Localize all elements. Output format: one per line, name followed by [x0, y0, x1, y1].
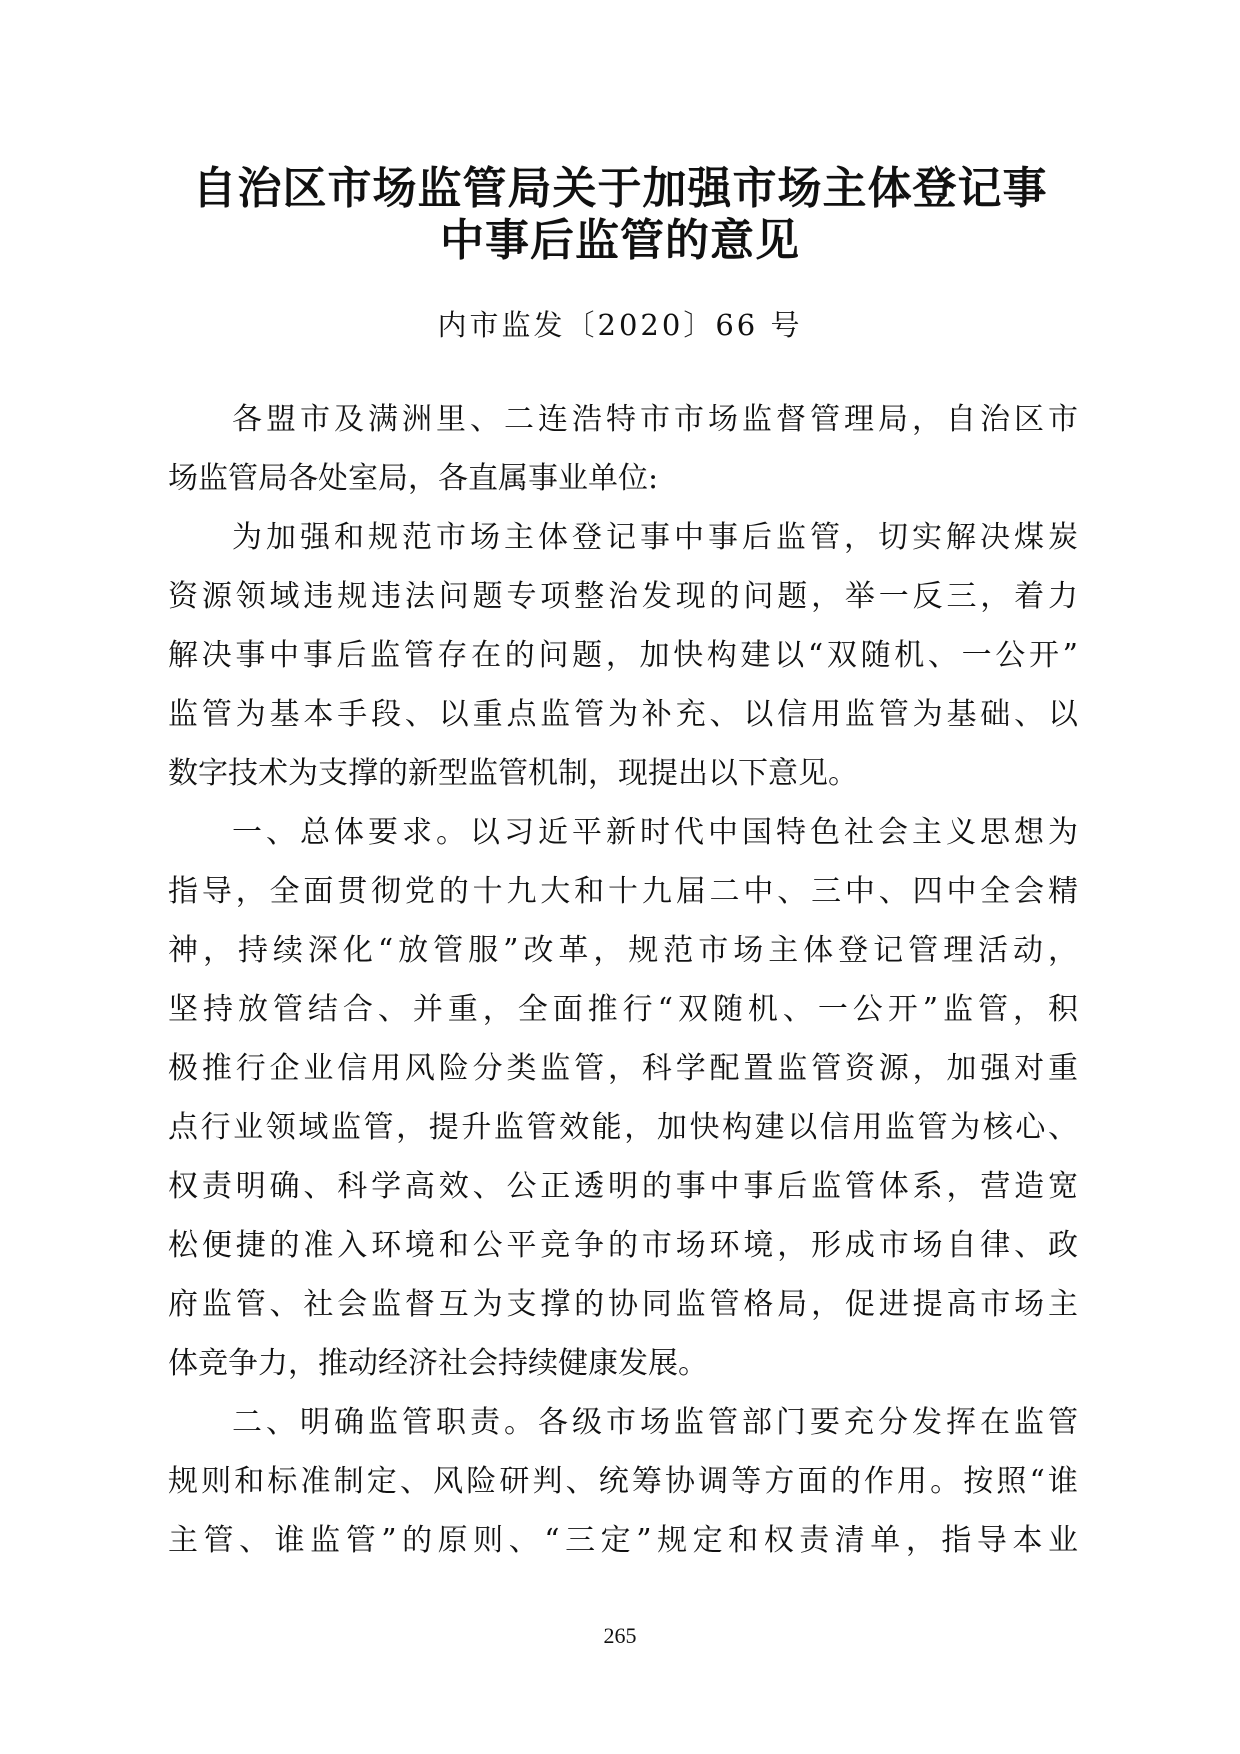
body-line: 坚持放管结合、并重，全面推行“双随机、一公开”监管，积: [168, 992, 1078, 1027]
body-line: 主管、谁监管”的原则、“三定”规定和权责清单，指导本业: [168, 1523, 1078, 1558]
body-line: 监管为基本手段、以重点监管为补充、以信用监管为基础、以: [168, 697, 1078, 732]
body-line: 场监管局各处室局，各直属事业单位:: [168, 461, 659, 496]
page-number: 265: [603, 1623, 637, 1648]
body-line: 为加强和规范市场主体登记事中事后监管，切实解决煤炭: [232, 520, 1078, 555]
body-line: 极推行企业信用风险分类监管，科学配置监管资源，加强对重: [168, 1051, 1078, 1086]
body-line: 府监管、社会监督互为支撑的协同监管格局，促进提高市场主: [168, 1287, 1078, 1322]
body-line: 点行业领域监管，提升监管效能，加快构建以信用监管为核心、: [168, 1110, 1078, 1145]
document-title-line-1: 自治区市场监管局关于加强市场主体登记事: [192, 163, 1048, 214]
body-line: 解决事中事后监管存在的问题，加快构建以“双随机、一公开”: [168, 638, 1078, 673]
body-line: 各盟市及满洲里、二连浩特市市场监督管理局，自治区市: [232, 402, 1078, 437]
body-line: 指导，全面贯彻党的十九大和十九届二中、三中、四中全会精: [168, 874, 1078, 909]
document-number: 内市监发〔2020〕66 号: [437, 308, 803, 342]
body-line: 神，持续深化“放管服”改革，规范市场主体登记管理活动，: [168, 933, 1078, 968]
body-line: 松便捷的准入环境和公平竞争的市场环境，形成市场自律、政: [168, 1228, 1078, 1263]
body-line: 资源领域违规违法问题专项整治发现的问题，举一反三，着力: [168, 579, 1078, 614]
body-line: 二、明确监管职责。各级市场监管部门要充分发挥在监管: [232, 1405, 1078, 1440]
document-body: [168, 390, 1078, 1570]
body-line: 数字技术为支撑的新型监管机制，现提出以下意见。: [168, 756, 858, 791]
body-line: 一、总体要求。以习近平新时代中国特色社会主义思想为: [232, 815, 1078, 850]
document-title-line-2: 中事后监管的意见: [440, 215, 800, 266]
body-line: 规则和标准制定、风险研判、统筹协调等方面的作用。按照“谁: [168, 1464, 1078, 1499]
body-line: 体竞争力，推动经济社会持续健康发展。: [168, 1346, 708, 1381]
body-line: 权责明确、科学高效、公正透明的事中事后监管体系，营造宽: [168, 1169, 1078, 1204]
